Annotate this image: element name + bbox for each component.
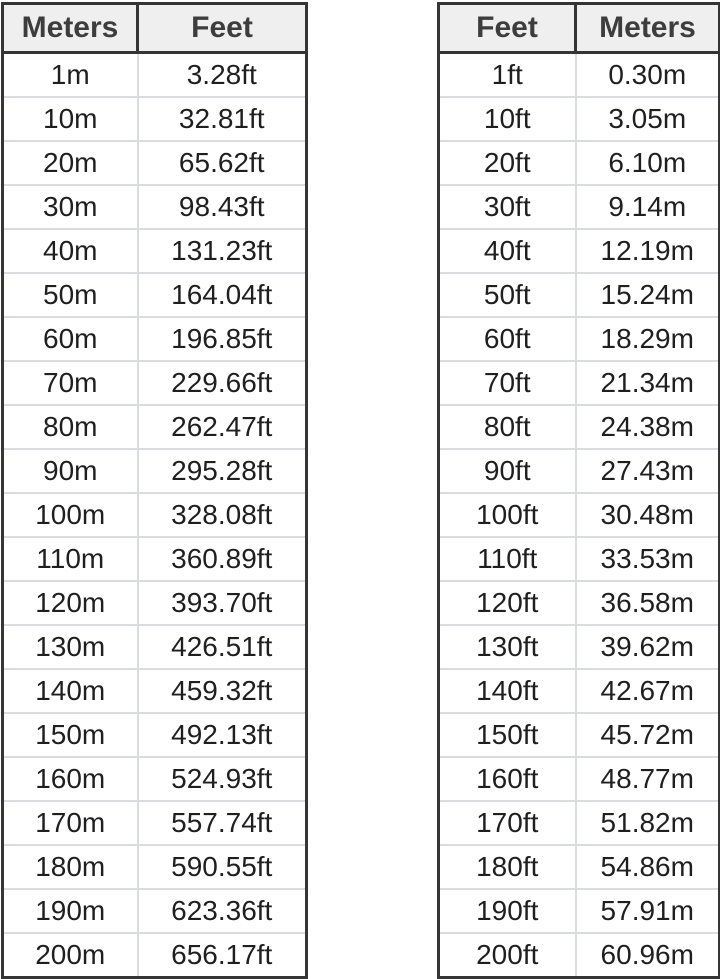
table-row bbox=[439, 97, 720, 141]
table-row bbox=[3, 801, 307, 845]
table-cell: 18.29m bbox=[576, 317, 720, 361]
table-cell: 110m bbox=[3, 537, 138, 581]
table-cell: 20m bbox=[3, 141, 138, 185]
table-cell: 492.13ft bbox=[138, 713, 307, 757]
table-cell: 200ft bbox=[439, 933, 576, 978]
table-cell: 45.72m bbox=[576, 713, 720, 757]
table-row bbox=[439, 713, 720, 757]
table-cell: 21.34m bbox=[576, 361, 720, 405]
table-cell: 39.62m bbox=[576, 625, 720, 669]
table-cell: 120ft bbox=[439, 581, 576, 625]
table-row bbox=[439, 273, 720, 317]
table-row bbox=[3, 317, 307, 361]
meters-to-feet-table bbox=[1, 2, 308, 979]
table-cell: 30m bbox=[3, 185, 138, 229]
table-cell: 524.93ft bbox=[138, 757, 307, 801]
table-row bbox=[3, 713, 307, 757]
table-cell: 90ft bbox=[439, 449, 576, 493]
table-cell: 130m bbox=[3, 625, 138, 669]
table-cell: 200m bbox=[3, 933, 138, 978]
column-header-meters: Meters bbox=[3, 4, 138, 53]
table-cell: 170m bbox=[3, 801, 138, 845]
table-cell: 160m bbox=[3, 757, 138, 801]
table-cell: 80ft bbox=[439, 405, 576, 449]
table-row bbox=[3, 757, 307, 801]
table-cell: 131.23ft bbox=[138, 229, 307, 273]
table-cell: 51.82m bbox=[576, 801, 720, 845]
table-row bbox=[439, 669, 720, 713]
table-row bbox=[439, 449, 720, 493]
table-cell: 623.36ft bbox=[138, 889, 307, 933]
table-cell: 3.05m bbox=[576, 97, 720, 141]
table-cell: 32.81ft bbox=[138, 97, 307, 141]
table-row bbox=[439, 493, 720, 537]
table-row bbox=[439, 757, 720, 801]
table-row bbox=[3, 361, 307, 405]
table-cell: 27.43m bbox=[576, 449, 720, 493]
table-row bbox=[439, 537, 720, 581]
table-cell: 12.19m bbox=[576, 229, 720, 273]
table-cell: 100ft bbox=[439, 493, 576, 537]
column-header-meters: Meters bbox=[576, 4, 720, 53]
table-cell: 656.17ft bbox=[138, 933, 307, 978]
table-cell: 60ft bbox=[439, 317, 576, 361]
table-cell: 36.58m bbox=[576, 581, 720, 625]
table-row bbox=[439, 361, 720, 405]
table-row bbox=[439, 405, 720, 449]
table-cell: 33.53m bbox=[576, 537, 720, 581]
table-row bbox=[3, 273, 307, 317]
table-cell: 10ft bbox=[439, 97, 576, 141]
table-cell: 90m bbox=[3, 449, 138, 493]
table-row bbox=[3, 845, 307, 889]
table-cell: 180m bbox=[3, 845, 138, 889]
table-cell: 196.85ft bbox=[138, 317, 307, 361]
table-cell: 30.48m bbox=[576, 493, 720, 537]
table-cell: 1ft bbox=[439, 53, 576, 98]
table-row bbox=[3, 185, 307, 229]
table-cell: 54.86m bbox=[576, 845, 720, 889]
table-cell: 190ft bbox=[439, 889, 576, 933]
table-row bbox=[439, 845, 720, 889]
table-cell: 20ft bbox=[439, 141, 576, 185]
table-row bbox=[439, 141, 720, 185]
table-row bbox=[3, 405, 307, 449]
table-row bbox=[3, 537, 307, 581]
table-row bbox=[439, 625, 720, 669]
table-cell: 50m bbox=[3, 273, 138, 317]
table-row bbox=[3, 53, 307, 98]
table-row bbox=[3, 229, 307, 273]
table-row bbox=[3, 449, 307, 493]
table-cell: 80m bbox=[3, 405, 138, 449]
table-cell: 150m bbox=[3, 713, 138, 757]
table-cell: 70m bbox=[3, 361, 138, 405]
header-row bbox=[3, 4, 307, 53]
table-cell: 42.67m bbox=[576, 669, 720, 713]
table-cell: 15.24m bbox=[576, 273, 720, 317]
table-cell: 24.38m bbox=[576, 405, 720, 449]
table-cell: 229.66ft bbox=[138, 361, 307, 405]
table-cell: 40ft bbox=[439, 229, 576, 273]
table-row bbox=[3, 625, 307, 669]
table-cell: 48.77m bbox=[576, 757, 720, 801]
table-cell: 180ft bbox=[439, 845, 576, 889]
table-cell: 60.96m bbox=[576, 933, 720, 978]
column-header-feet: Feet bbox=[439, 4, 576, 53]
table-cell: 164.04ft bbox=[138, 273, 307, 317]
table-cell: 150ft bbox=[439, 713, 576, 757]
table-cell: 140ft bbox=[439, 669, 576, 713]
table-cell: 557.74ft bbox=[138, 801, 307, 845]
table-row bbox=[439, 185, 720, 229]
table-cell: 130ft bbox=[439, 625, 576, 669]
table-cell: 262.47ft bbox=[138, 405, 307, 449]
header-row bbox=[439, 4, 720, 53]
table-cell: 190m bbox=[3, 889, 138, 933]
table-cell: 328.08ft bbox=[138, 493, 307, 537]
table-cell: 50ft bbox=[439, 273, 576, 317]
table-row bbox=[3, 581, 307, 625]
table-row bbox=[3, 933, 307, 978]
table-row bbox=[439, 53, 720, 98]
table-row bbox=[3, 141, 307, 185]
table-row bbox=[439, 801, 720, 845]
table-row bbox=[439, 581, 720, 625]
table-cell: 10m bbox=[3, 97, 138, 141]
table-cell: 110ft bbox=[439, 537, 576, 581]
table-cell: 393.70ft bbox=[138, 581, 307, 625]
table-row bbox=[439, 933, 720, 978]
table-cell: 590.55ft bbox=[138, 845, 307, 889]
table-row bbox=[439, 317, 720, 361]
table-row bbox=[3, 97, 307, 141]
table-row bbox=[439, 229, 720, 273]
table-cell: 40m bbox=[3, 229, 138, 273]
table-cell: 100m bbox=[3, 493, 138, 537]
table-cell: 3.28ft bbox=[138, 53, 307, 98]
table-row bbox=[3, 669, 307, 713]
table-cell: 60m bbox=[3, 317, 138, 361]
column-header-feet: Feet bbox=[138, 4, 307, 53]
table-cell: 9.14m bbox=[576, 185, 720, 229]
table-cell: 295.28ft bbox=[138, 449, 307, 493]
table-cell: 360.89ft bbox=[138, 537, 307, 581]
table-cell: 98.43ft bbox=[138, 185, 307, 229]
table-cell: 426.51ft bbox=[138, 625, 307, 669]
table-cell: 170ft bbox=[439, 801, 576, 845]
feet-to-meters-table bbox=[437, 2, 720, 979]
table-cell: 70ft bbox=[439, 361, 576, 405]
table-cell: 160ft bbox=[439, 757, 576, 801]
table-cell: 30ft bbox=[439, 185, 576, 229]
table-cell: 140m bbox=[3, 669, 138, 713]
table-cell: 6.10m bbox=[576, 141, 720, 185]
table-row bbox=[439, 889, 720, 933]
table-cell: 1m bbox=[3, 53, 138, 98]
table-cell: 57.91m bbox=[576, 889, 720, 933]
table-cell: 459.32ft bbox=[138, 669, 307, 713]
table-row bbox=[3, 493, 307, 537]
table-cell: 120m bbox=[3, 581, 138, 625]
table-cell: 0.30m bbox=[576, 53, 720, 98]
table-row bbox=[3, 889, 307, 933]
table-cell: 65.62ft bbox=[138, 141, 307, 185]
